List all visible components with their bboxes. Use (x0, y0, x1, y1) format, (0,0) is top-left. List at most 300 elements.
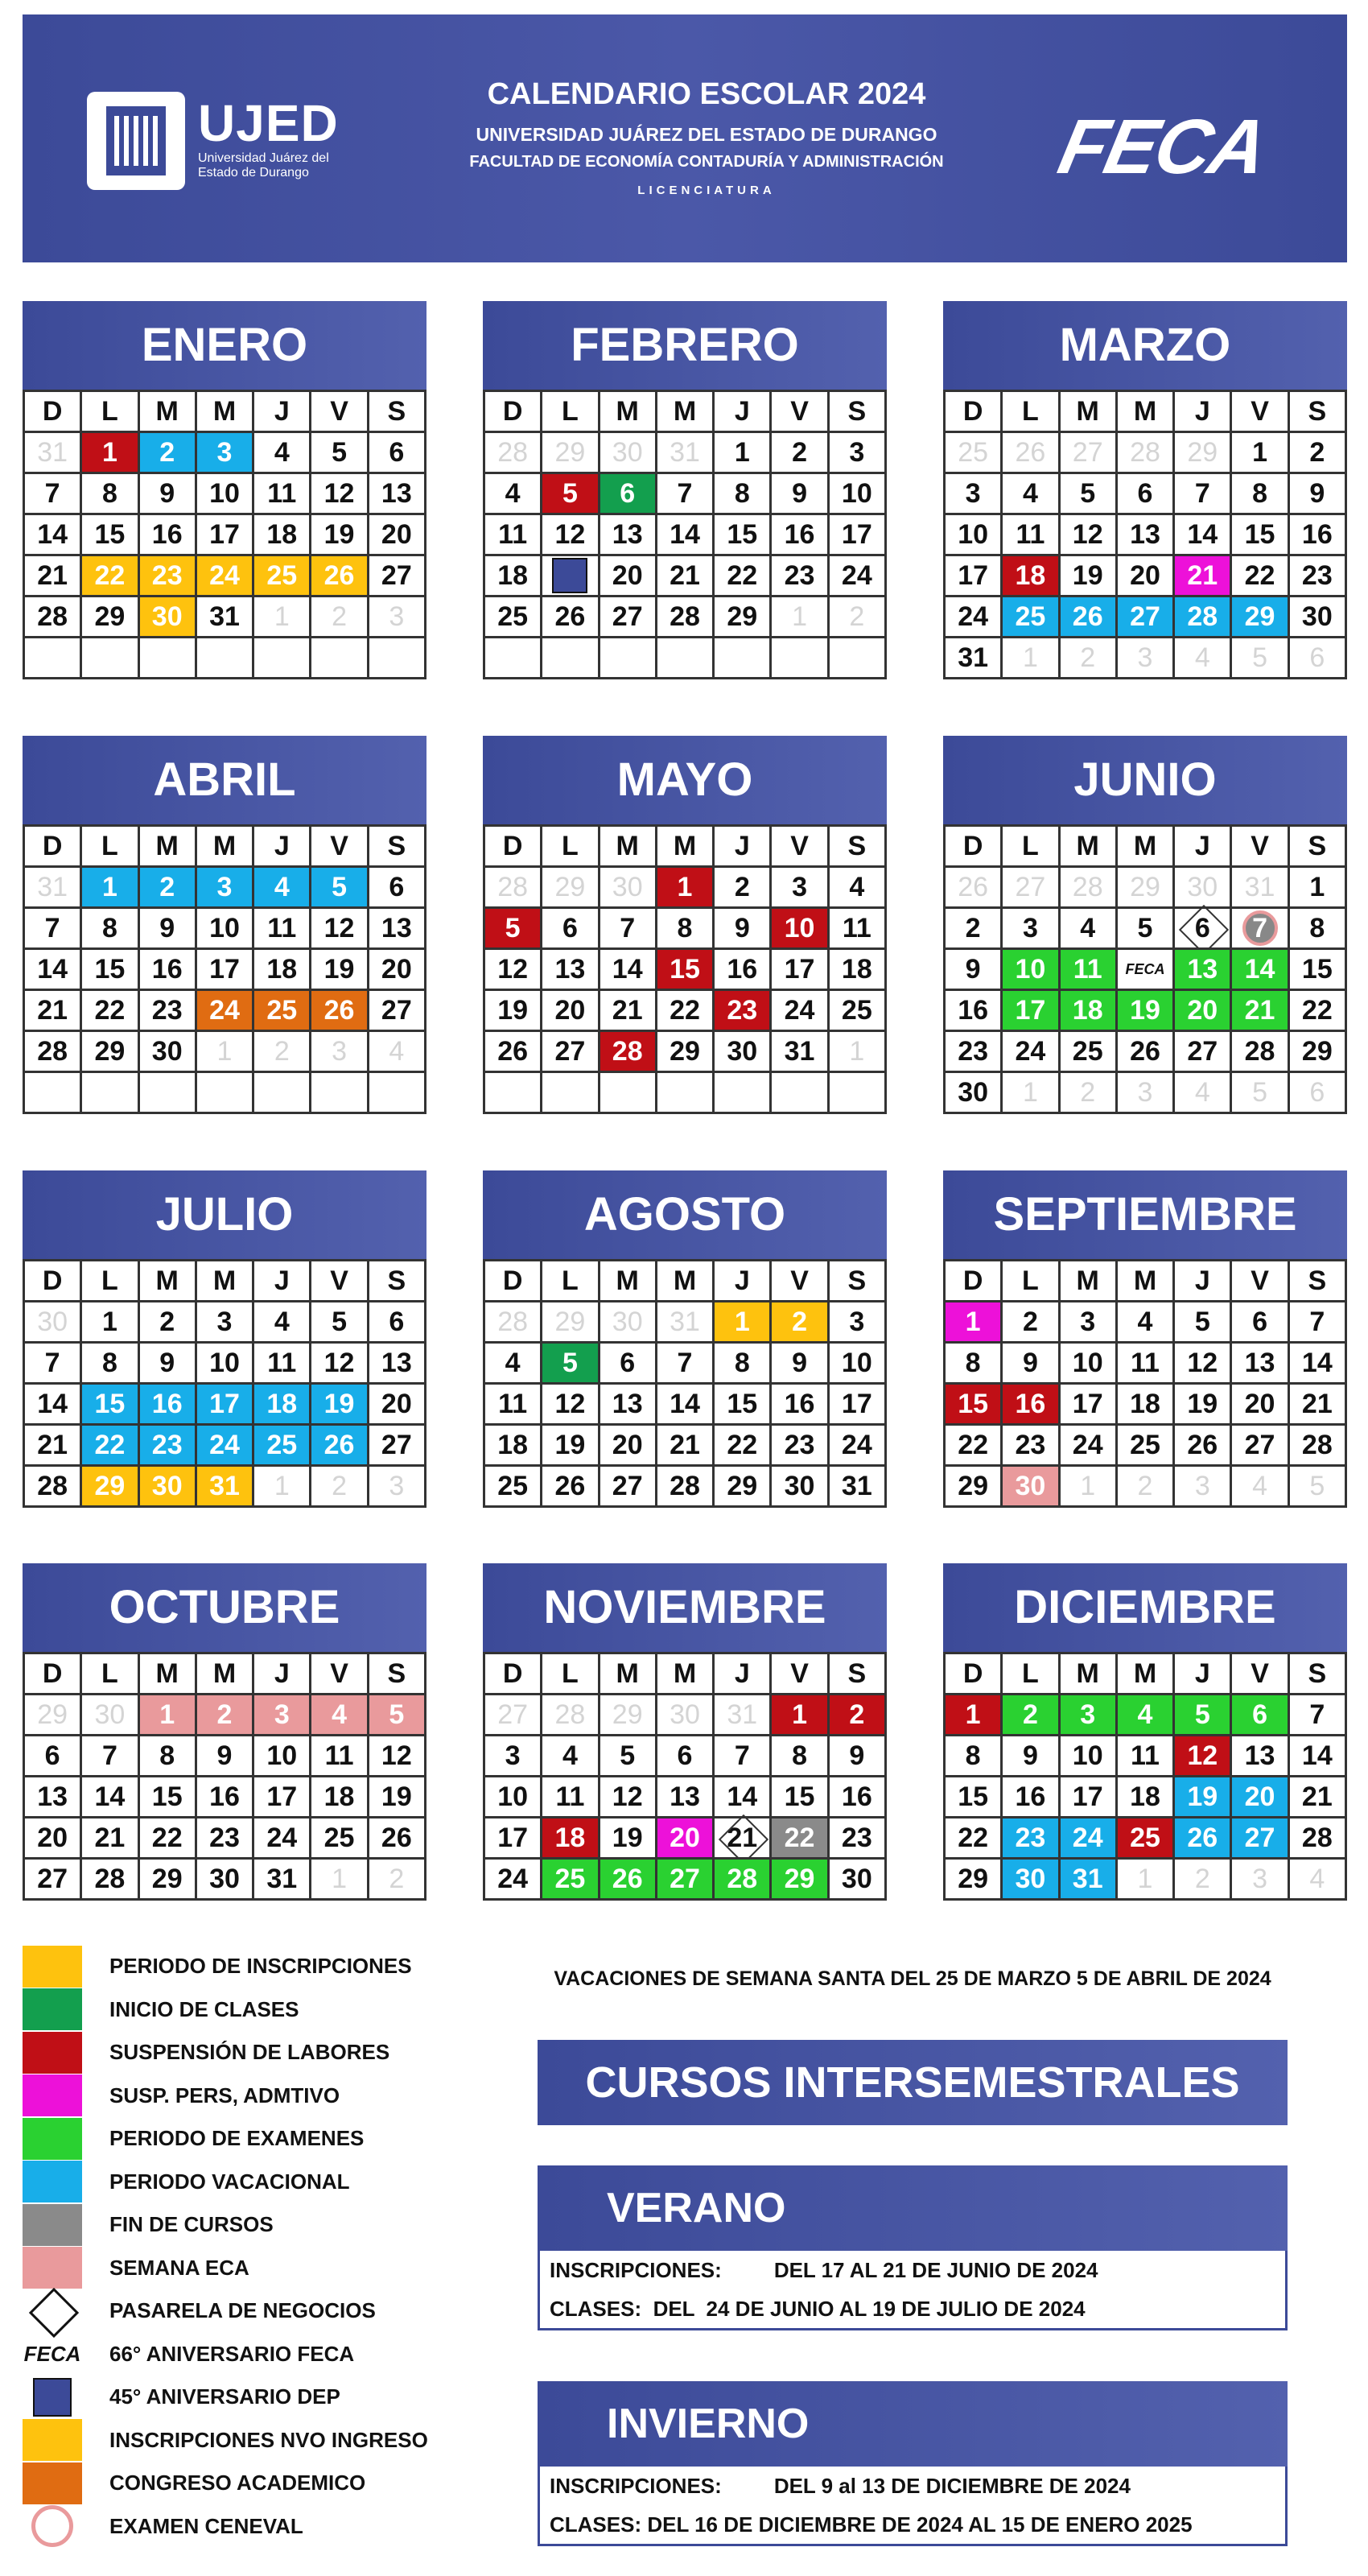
day-cell: 26 (485, 1032, 542, 1073)
month-abril (23, 736, 426, 1114)
legend-item (23, 1945, 521, 1988)
day-cell: 12 (542, 515, 600, 556)
adjacent-month-day: 2 (254, 1032, 311, 1073)
weekday-header: S (369, 1261, 426, 1302)
adjacent-month-day: 28 (485, 1302, 542, 1344)
day-cell: 29 (657, 1032, 715, 1073)
day-cell: 11 (254, 474, 311, 515)
day-cell: 7 (25, 1344, 82, 1385)
day-cell: 24 (197, 991, 254, 1032)
day-cell: 1 (82, 433, 139, 474)
month-grid (943, 824, 1347, 1114)
day-cell: 3 (197, 868, 254, 909)
weekday-header: L (1003, 827, 1060, 868)
empty-cell (197, 638, 254, 679)
day-cell: 2 (772, 1302, 829, 1344)
day-cell: 24 (946, 597, 1003, 638)
day-cell: 23 (140, 556, 197, 597)
day-cell: 12 (311, 474, 369, 515)
day-cell: 25 (311, 1818, 369, 1860)
pink-swatch (23, 2247, 82, 2289)
adjacent-month-day: 29 (1118, 868, 1175, 909)
header-banner (23, 14, 1347, 262)
day-cell: 15 (946, 1777, 1003, 1818)
day-cell: 26 (311, 1426, 369, 1467)
day-cell: 2 (140, 433, 197, 474)
weekday-header: J (254, 1654, 311, 1695)
legend-label: CONGRESO ACADEMICO (109, 2471, 366, 2496)
day-cell: 11 (254, 1344, 311, 1385)
day-cell: 17 (1061, 1385, 1118, 1426)
day-cell: 24 (772, 991, 829, 1032)
cursos-intersemestrales-banner: CURSOS INTERSEMESTRALES (538, 2040, 1288, 2125)
weekday-header: M (197, 1261, 254, 1302)
adjacent-month-day: 4 (369, 1032, 426, 1073)
day-cell: 10 (485, 1777, 542, 1818)
day-cell: 19 (1118, 991, 1175, 1032)
day-cell: 13 (1232, 1344, 1289, 1385)
day-cell: 21 (1290, 1385, 1347, 1426)
day-cell: 29 (715, 597, 772, 638)
day-cell: 24 (1061, 1818, 1118, 1860)
day-cell: 8 (1232, 474, 1289, 515)
day-cell: 30 (715, 1032, 772, 1073)
day-cell: 25 (254, 991, 311, 1032)
day-cell: 7 (25, 909, 82, 950)
day-cell: 14 (1290, 1344, 1347, 1385)
weekday-header: J (1175, 1261, 1232, 1302)
day-cell: 25 (485, 597, 542, 638)
empty-cell (82, 1073, 139, 1114)
day-cell: 20 (25, 1818, 82, 1860)
day-cell: 22 (1290, 991, 1347, 1032)
day-cell: 7 (657, 1344, 715, 1385)
day-cell: 7 (1232, 909, 1289, 950)
weekday-header: S (830, 827, 887, 868)
day-cell: 11 (1118, 1736, 1175, 1777)
day-cell: 1 (657, 868, 715, 909)
day-cell: 12 (600, 1777, 657, 1818)
day-cell: 6 (25, 1736, 82, 1777)
legend-label: SUSP. PERS, ADMTIVO (109, 2083, 340, 2107)
day-cell: 5 (542, 1344, 600, 1385)
day-cell: 28 (25, 597, 82, 638)
day-cell: 10 (1061, 1344, 1118, 1385)
day-cell: 25 (254, 1426, 311, 1467)
month-title: OCTUBRE (23, 1563, 426, 1652)
weekday-header: V (311, 827, 369, 868)
adjacent-month-day: 3 (1175, 1467, 1232, 1508)
day-cell: 21 (715, 1818, 772, 1860)
day-cell: 19 (311, 1385, 369, 1426)
adjacent-month-day: 5 (1232, 638, 1289, 679)
day-cell: 1 (946, 1302, 1003, 1344)
weekday-header: S (830, 392, 887, 433)
day-cell: 17 (1061, 1777, 1118, 1818)
day-cell: 8 (1290, 909, 1347, 950)
day-cell: 26 (600, 1860, 657, 1901)
weekday-header: V (772, 1261, 829, 1302)
day-cell: 23 (1003, 1818, 1060, 1860)
day-cell: 14 (1232, 950, 1289, 991)
weekday-header: J (715, 392, 772, 433)
day-cell: 9 (140, 474, 197, 515)
day-cell: 26 (1118, 1032, 1175, 1073)
adjacent-month-day: 1 (1003, 1073, 1060, 1114)
day-cell: 17 (946, 556, 1003, 597)
day-cell: 28 (1290, 1818, 1347, 1860)
day-cell: 16 (830, 1777, 887, 1818)
day-cell: 8 (946, 1344, 1003, 1385)
day-cell: 8 (715, 1344, 772, 1385)
legend-label: INICIO DE CLASES (109, 1996, 299, 2021)
day-cell: 6 (369, 1302, 426, 1344)
page-title: CALENDARIO ESCOLAR 2024 (487, 77, 926, 111)
day-cell: 10 (197, 474, 254, 515)
day-cell: 19 (485, 991, 542, 1032)
day-cell: 30 (140, 1467, 197, 1508)
month-grid (483, 1259, 887, 1508)
adjacent-month-day: 31 (657, 1302, 715, 1344)
day-cell: 1 (1290, 868, 1347, 909)
day-cell: 29 (946, 1467, 1003, 1508)
day-cell: 25 (1003, 597, 1060, 638)
day-cell: 8 (657, 909, 715, 950)
day-cell: 12 (485, 950, 542, 991)
day-cell: 17 (1003, 991, 1060, 1032)
empty-cell (715, 1073, 772, 1114)
weekday-header: J (254, 1261, 311, 1302)
adjacent-month-day: 4 (1175, 1073, 1232, 1114)
empty-cell (25, 1073, 82, 1114)
day-cell: 4 (485, 1344, 542, 1385)
day-cell: 14 (600, 950, 657, 991)
university-name: UNIVERSIDAD JUÁREZ DEL ESTADO DE DURANGO (476, 124, 937, 145)
adjacent-month-day: 5 (1290, 1467, 1347, 1508)
day-cell: 15 (946, 1385, 1003, 1426)
day-cell: 14 (1290, 1736, 1347, 1777)
day-cell: 15 (82, 950, 139, 991)
legend-item (23, 2333, 521, 2376)
weekday-header: D (25, 1654, 82, 1695)
day-cell: 9 (946, 950, 1003, 991)
weekday-header: M (1118, 392, 1175, 433)
day-cell: 21 (1290, 1777, 1347, 1818)
day-cell: 16 (1003, 1777, 1060, 1818)
day-cell: 24 (830, 1426, 887, 1467)
adjacent-month-day: 30 (1175, 868, 1232, 909)
empty-cell (715, 638, 772, 679)
day-cell: 17 (254, 1777, 311, 1818)
semana-santa-note: VACACIONES DE SEMANA SANTA DEL 25 DE MARZO 5 DE ABRIL DE 2024 (554, 1967, 1271, 1990)
weekday-header: L (82, 827, 139, 868)
weekday-header: M (657, 827, 715, 868)
month-title: MARZO (943, 301, 1347, 390)
weekday-header: V (1232, 827, 1289, 868)
day-cell: 9 (772, 474, 829, 515)
day-cell: 14 (82, 1777, 139, 1818)
day-cell: 21 (657, 1426, 715, 1467)
day-cell: 28 (657, 1467, 715, 1508)
day-cell: 5 (485, 909, 542, 950)
day-cell: 25 (254, 556, 311, 597)
day-cell: 26 (369, 1818, 426, 1860)
day-cell: 6 (600, 474, 657, 515)
day-cell: 19 (311, 950, 369, 991)
adjacent-month-day: 1 (1118, 1860, 1175, 1901)
empty-cell (542, 638, 600, 679)
day-cell: 24 (1061, 1426, 1118, 1467)
feca45-swatch-icon (23, 2376, 82, 2418)
day-cell: 19 (1061, 556, 1118, 597)
month-title: AGOSTO (483, 1170, 887, 1259)
month-title: NOVIEMBRE (483, 1563, 887, 1652)
legend-label: EXAMEN CENEVAL (109, 2513, 303, 2538)
weekday-header: M (657, 392, 715, 433)
day-cell: 25 (485, 1467, 542, 1508)
empty-cell (25, 638, 82, 679)
day-cell: 8 (946, 1736, 1003, 1777)
month-title: FEBRERO (483, 301, 887, 390)
day-cell: 13 (369, 909, 426, 950)
weekday-header: J (1175, 827, 1232, 868)
day-cell: 6 (1118, 474, 1175, 515)
empty-cell (600, 638, 657, 679)
adjacent-month-day: 28 (1061, 868, 1118, 909)
legend-item (23, 2462, 521, 2505)
weekday-header: M (197, 827, 254, 868)
weekday-header: D (25, 827, 82, 868)
adjacent-month-day: 2 (1061, 638, 1118, 679)
faculty-name: FACULTAD DE ECONOMÍA CONTADURÍA Y ADMINISTRACIÓN (469, 153, 944, 171)
weekday-header: M (140, 392, 197, 433)
day-cell: 22 (82, 1426, 139, 1467)
day-cell: 21 (25, 991, 82, 1032)
day-cell: 13 (1118, 515, 1175, 556)
day-cell: 18 (311, 1777, 369, 1818)
day-cell: 19 (542, 1426, 600, 1467)
weekday-header: D (25, 392, 82, 433)
day-cell: 14 (657, 515, 715, 556)
day-cell: 28 (82, 1860, 139, 1901)
day-cell: 18 (485, 556, 542, 597)
day-cell: 22 (946, 1426, 1003, 1467)
adjacent-month-day: 3 (369, 1467, 426, 1508)
weekday-header: J (715, 1261, 772, 1302)
day-cell: 1 (140, 1695, 197, 1736)
weekday-header: M (197, 392, 254, 433)
adjacent-month-day: 28 (542, 1695, 600, 1736)
day-cell: 6 (542, 909, 600, 950)
day-cell: 31 (197, 1467, 254, 1508)
legend-item (23, 2247, 521, 2290)
legend-item (23, 2031, 521, 2074)
day-cell: 2 (1290, 433, 1347, 474)
day-cell: 26 (311, 556, 369, 597)
day-cell: 5 (1118, 909, 1175, 950)
empty-cell (600, 1073, 657, 1114)
adjacent-month-day: 30 (600, 868, 657, 909)
day-cell: 9 (140, 1344, 197, 1385)
weekday-header: M (140, 827, 197, 868)
weekday-header: L (82, 392, 139, 433)
weekday-header: M (600, 392, 657, 433)
month-mayo (483, 736, 887, 1114)
verano-section (538, 2165, 1288, 2330)
feca-45-icon (552, 558, 587, 593)
day-cell: 16 (140, 1385, 197, 1426)
feca66-swatch-icon: FECA (23, 2341, 81, 2366)
day-cell: 19 (311, 515, 369, 556)
weekday-header: V (311, 1654, 369, 1695)
day-cell: 2 (830, 1695, 887, 1736)
adjacent-month-day: 27 (1003, 868, 1060, 909)
legend (23, 1945, 521, 2548)
day-cell: 4 (254, 868, 311, 909)
day-cell: 8 (82, 1344, 139, 1385)
day-cell: 30 (830, 1860, 887, 1901)
day-cell: 7 (657, 474, 715, 515)
day-cell: 13 (369, 1344, 426, 1385)
adjacent-month-day: 31 (715, 1695, 772, 1736)
weekday-header: V (311, 1261, 369, 1302)
weekday-header: S (830, 1654, 887, 1695)
day-cell: 31 (197, 597, 254, 638)
weekday-header: V (1232, 1261, 1289, 1302)
day-cell: 23 (830, 1818, 887, 1860)
day-cell: 8 (82, 909, 139, 950)
day-cell: 1 (82, 868, 139, 909)
yellow-swatch (23, 1946, 82, 1988)
adjacent-month-day: 1 (311, 1860, 369, 1901)
day-cell: 21 (1175, 556, 1232, 597)
day-cell: 26 (1061, 597, 1118, 638)
legend-label: SEMANA ECA (109, 2255, 249, 2280)
weekday-header: S (369, 1654, 426, 1695)
day-cell: 5 (311, 433, 369, 474)
day-cell: 24 (485, 1860, 542, 1901)
adjacent-month-day: 3 (1232, 1860, 1289, 1901)
day-cell: 23 (772, 1426, 829, 1467)
day-cell: 25 (542, 1860, 600, 1901)
day-cell: 6 (1175, 909, 1232, 950)
adjacent-month-day: 29 (1175, 433, 1232, 474)
day-cell: 23 (140, 991, 197, 1032)
day-cell: 7 (82, 1736, 139, 1777)
weekday-header: M (1118, 827, 1175, 868)
empty-cell (772, 638, 829, 679)
day-cell: 6 (1232, 1695, 1289, 1736)
day-cell: 12 (1175, 1344, 1232, 1385)
day-cell: 5 (311, 868, 369, 909)
invierno-info (538, 2467, 1288, 2546)
day-cell: 24 (197, 556, 254, 597)
legend-label: INSCRIPCIONES NVO INGRESO (109, 2427, 428, 2452)
day-cell: 29 (772, 1860, 829, 1901)
weekday-header: D (485, 392, 542, 433)
month-junio (943, 736, 1347, 1114)
legend-label: PERIODO DE EXAMENES (109, 2126, 365, 2151)
day-cell: 21 (657, 556, 715, 597)
month-grid (23, 1259, 426, 1508)
day-cell: 27 (25, 1860, 82, 1901)
legend-label: PERIODO VACACIONAL (109, 2169, 350, 2194)
day-cell: 3 (197, 433, 254, 474)
weekday-header: M (1061, 392, 1118, 433)
day-cell: 26 (1175, 1818, 1232, 1860)
legend-item (23, 1988, 521, 2032)
day-cell: 27 (600, 1467, 657, 1508)
day-cell: 9 (1003, 1344, 1060, 1385)
day-cell: 1 (715, 433, 772, 474)
day-cell: 29 (140, 1860, 197, 1901)
day-cell: 20 (657, 1818, 715, 1860)
day-cell: 14 (715, 1777, 772, 1818)
day-cell: 10 (946, 515, 1003, 556)
day-cell: 29 (1290, 1032, 1347, 1073)
day-cell: 4 (254, 433, 311, 474)
month-septiembre (943, 1170, 1347, 1508)
day-cell: 14 (657, 1385, 715, 1426)
day-cell: 12 (369, 1736, 426, 1777)
day-cell: 22 (82, 556, 139, 597)
month-title: MAYO (483, 736, 887, 824)
day-cell: 9 (140, 909, 197, 950)
weekday-header: V (772, 1654, 829, 1695)
invierno-clases: CLASES: DEL 16 DE DICIEMBRE DE 2024 AL 15 DE ENERO 2025 (550, 2512, 1193, 2537)
adjacent-month-day: 3 (311, 1032, 369, 1073)
day-cell: 10 (830, 474, 887, 515)
weekday-header: V (1232, 1654, 1289, 1695)
adjacent-month-day: 28 (485, 433, 542, 474)
day-cell: 9 (830, 1736, 887, 1777)
day-cell: 18 (1118, 1777, 1175, 1818)
month-grid (943, 1259, 1347, 1508)
day-cell: 27 (1175, 1032, 1232, 1073)
weekday-header: J (1175, 392, 1232, 433)
adjacent-month-day: 3 (1118, 1073, 1175, 1114)
green-swatch (23, 1988, 82, 2030)
program-level: LICENCIATURA (637, 184, 776, 197)
adjacent-month-day: 28 (1118, 433, 1175, 474)
day-cell: 24 (1003, 1032, 1060, 1073)
day-cell: 15 (772, 1777, 829, 1818)
adjacent-month-day: 1 (1061, 1467, 1118, 1508)
month-julio (23, 1170, 426, 1508)
day-cell: 11 (485, 1385, 542, 1426)
day-cell: 22 (946, 1818, 1003, 1860)
day-cell: 20 (600, 556, 657, 597)
day-cell: 8 (82, 474, 139, 515)
weekday-header: V (772, 392, 829, 433)
adjacent-month-day: 26 (946, 868, 1003, 909)
empty-cell (369, 638, 426, 679)
adjacent-month-day: 4 (1232, 1467, 1289, 1508)
weekday-header: M (600, 1261, 657, 1302)
day-cell: 3 (1003, 909, 1060, 950)
day-cell: 12 (1175, 1736, 1232, 1777)
day-cell: 18 (254, 950, 311, 991)
empty-cell (254, 638, 311, 679)
adjacent-month-day: 31 (25, 868, 82, 909)
day-cell: 22 (82, 991, 139, 1032)
day-cell: 30 (1290, 597, 1347, 638)
day-cell: 10 (1061, 1736, 1118, 1777)
day-cell: 17 (197, 515, 254, 556)
day-cell: 13 (1175, 950, 1232, 991)
invierno-title: INVIERNO (538, 2381, 1288, 2467)
day-cell: 22 (715, 556, 772, 597)
